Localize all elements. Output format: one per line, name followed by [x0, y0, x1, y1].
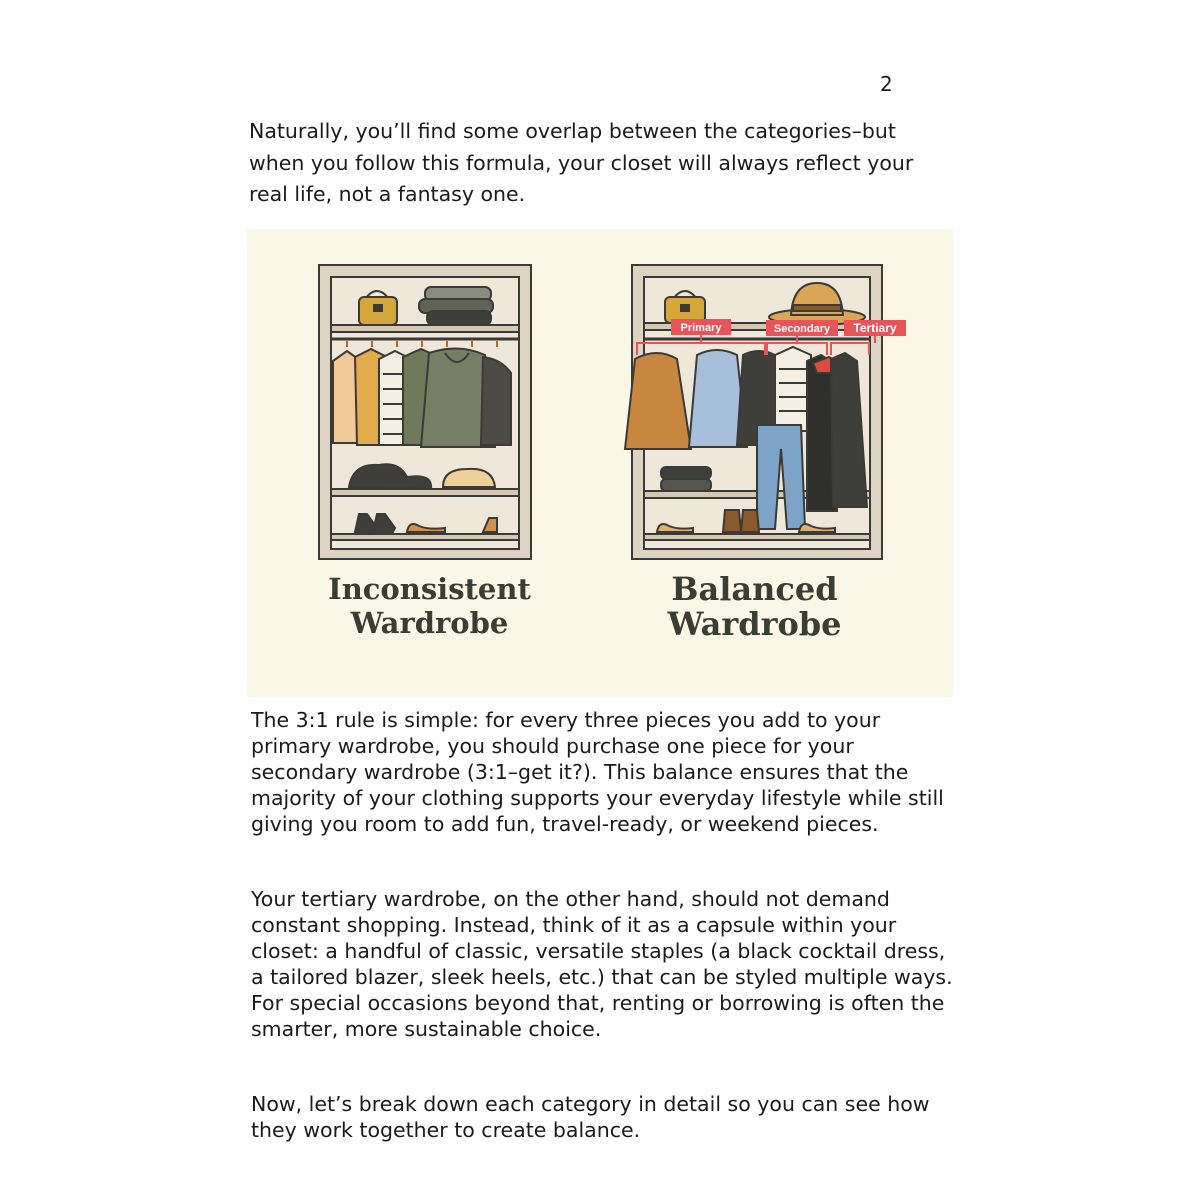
tertiary-paragraph: Your tertiary wardrobe, on the other hand, should not demand constant shopping. Instead, think of it as a capsule within your closet: a handful of classic, versatile staples (a black cocktail dress, a tailored blazer, sleek heels, etc.) that can be styled multiple ways. For special occasions beyond that, renting or borrowing is often the smarter, more sustainable choice.	[251, 887, 953, 1041]
primary-label: Primary	[680, 322, 722, 334]
closing-paragraph: Now, let’s break down each category in detail so you can see how they work together to create balance.	[251, 1092, 930, 1142]
inconsistent-wardrobe-caption: Inconsistent Wardrobe	[328, 572, 531, 640]
page-number: 2	[880, 72, 893, 96]
tertiary-label: Tertiary	[853, 321, 897, 335]
rule-paragraph: The 3:1 rule is simple: for every three pieces you add to your primary wardrobe, you should purchase one piece for your secondary wardrobe (3:1–get it?). This balance ensures that the majority of your clothing supports your everyday lifestyle while still giving you room to add fun, travel-ready, or weekend pieces.	[251, 708, 944, 836]
balanced-wardrobe-caption: Balanced Wardrobe	[667, 570, 842, 643]
intro-paragraph: Naturally, you’ll find some overlap between the categories–but when you follow this formula, your closet will always reflect your real life, not a fantasy one.	[249, 119, 914, 206]
wardrobe-illustration	[247, 229, 953, 697]
secondary-label: Secondary	[773, 323, 831, 335]
inconsistent-closet	[319, 265, 531, 559]
balanced-closet	[625, 265, 882, 559]
